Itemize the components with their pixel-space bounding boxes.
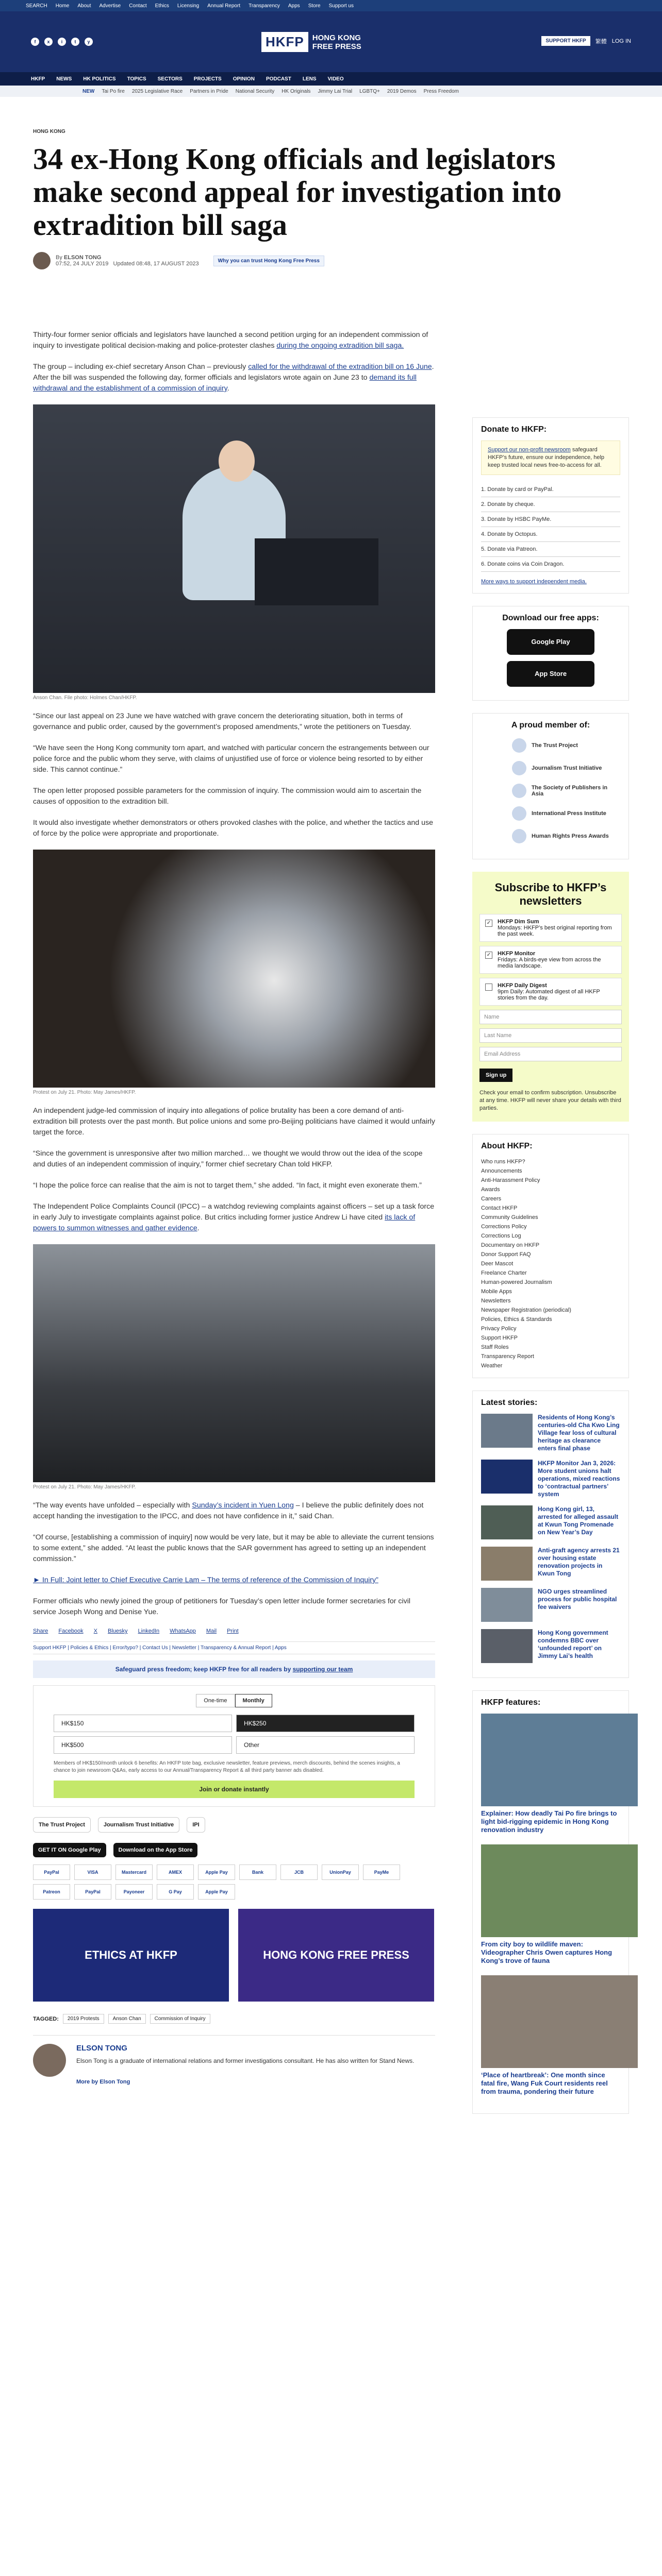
donate-method[interactable]: 1. Donate by card or PayPal. <box>481 482 620 497</box>
amount-option-other[interactable]: Other <box>236 1736 415 1754</box>
article-header <box>33 129 629 269</box>
about-title: About HKFP: <box>481 1142 533 1150</box>
share-link[interactable]: Share <box>33 1628 48 1634</box>
tag[interactable]: Anson Chan <box>108 2014 146 2024</box>
trending-item[interactable]: 2019 Demos <box>387 88 417 94</box>
hkfp-promo[interactable]: HONG KONG FREE PRESS <box>238 1909 434 2002</box>
topbar-annual-report[interactable]: Annual Report <box>207 3 241 9</box>
feature-image[interactable] <box>481 1844 638 1937</box>
site-header <box>0 11 662 72</box>
support-link[interactable]: supporting our team <box>292 1666 353 1673</box>
newsletter-name: HKFP Monitor <box>498 951 536 957</box>
about-link[interactable]: Who runs HKFP? <box>481 1159 525 1165</box>
paragraph: “Of course, [establishing a commission of inquiry] now would be very late, but it may be able to alleviate the current tensions to some extent,” she added. “At least the public knows that the SAR government has agreed to setting up an independent commission.” <box>33 1533 434 1563</box>
story-thumbnail <box>481 1505 533 1539</box>
microphones <box>255 538 378 605</box>
paragraph <box>33 1575 435 1586</box>
protest-photo-1 <box>33 850 435 1088</box>
share-mail[interactable]: Mail <box>206 1628 217 1634</box>
topbar-licensing[interactable]: Licensing <box>177 3 200 9</box>
share-bar <box>33 1628 435 1634</box>
photo-caption: Anson Chan. File photo: Holmes Chan/HKFP. <box>33 695 137 701</box>
about-link[interactable]: Documentary on HKFP <box>481 1242 540 1248</box>
about-link[interactable]: Announcements <box>481 1168 522 1174</box>
trending-bar <box>0 86 662 97</box>
story-thumbnail <box>481 1414 533 1448</box>
topbar-ethics[interactable]: Ethics <box>155 3 169 9</box>
trending-item[interactable]: 2025 Legislative Race <box>131 88 183 94</box>
footer-policy-links[interactable]: Support HKFP | Policies & Ethics | Error/typo? | Contact Us | Newsletter | Transparency & Annual Report | Apps <box>33 1641 435 1654</box>
topbar-about[interactable]: About <box>77 3 91 9</box>
newsletter-desc: Mondays: HKFP’s best original reporting from the past week. <box>498 925 612 937</box>
inline-link[interactable]: Sunday’s incident in Yuen Long <box>192 1501 294 1510</box>
tab-monthly[interactable]: Monthly <box>235 1694 272 1707</box>
about-link[interactable]: Awards <box>481 1187 500 1193</box>
more-by-author-link[interactable] <box>76 2077 435 2088</box>
tag[interactable]: Commission of Inquiry <box>150 2014 210 2024</box>
ethics-promo[interactable]: ETHICS AT HKFP <box>33 1909 229 2002</box>
trust-link[interactable]: Why you can trust Hong Kong Free Press <box>213 256 324 266</box>
story-title[interactable]: NGO urges streamlined process for public hospital fee waivers <box>538 1588 617 1611</box>
youtube-icon[interactable]: y <box>85 38 93 46</box>
topbar-advertise[interactable]: Advertise <box>99 3 121 9</box>
newsletter-note: Check your email to confirm subscription. Unsubscribe at any time. HKFP will never share your details with third parties. <box>479 1090 621 1111</box>
trending-item[interactable]: LGBTQ+ <box>359 88 380 94</box>
story-title[interactable]: Anti-graft agency arrests 21 over housing estate renovation projects in Kwun Tong <box>538 1547 620 1577</box>
newsletter-title: Subscribe to HKFP’s newsletters <box>494 881 607 907</box>
paragraph-text: . <box>197 1224 200 1232</box>
topbar-support[interactable]: Support us <box>328 3 354 9</box>
author-name[interactable]: ELSON TONG <box>76 2044 127 2053</box>
trending-item[interactable]: Press Freedom <box>423 88 459 94</box>
story-title[interactable]: Hong Kong girl, 13, arrested for alleged assault at Kwun Tong Promenade on New Year’s Day <box>538 1505 619 1536</box>
amex-icon: AMEX <box>157 1865 194 1880</box>
feature-image[interactable] <box>481 1975 638 2068</box>
x-icon[interactable]: x <box>44 38 53 46</box>
paragraph: “Since the government is unresponsive after two million marched… we thought we would throw out the idea of the scope and duties of an independent commission of inquiry,” former chief secretary Chan told HKFP. <box>33 1149 423 1168</box>
inline-link[interactable]: its lack of powers to summon witnesses and gather evidence <box>33 1213 416 1232</box>
signup-button[interactable]: Sign up <box>479 1069 512 1082</box>
paragraph <box>33 1201 435 1234</box>
member-org[interactable] <box>512 829 620 843</box>
about-link[interactable]: Human-powered Journalism <box>481 1279 552 1285</box>
amount-option[interactable]: HK$500 <box>54 1736 232 1754</box>
site-logo[interactable] <box>261 32 361 52</box>
about-link[interactable]: Support HKFP <box>481 1335 518 1341</box>
about-link[interactable]: Contact HKFP <box>481 1205 518 1211</box>
donate-method[interactable]: 5. Donate via Patreon. <box>481 542 620 557</box>
instagram-icon[interactable]: i <box>58 38 66 46</box>
donate-frequency-tabs <box>42 1694 426 1707</box>
login-link[interactable]: LOG IN <box>611 38 631 44</box>
updated-date: Updated 08:48, 17 AUGUST 2023 <box>113 261 199 267</box>
topbar-search[interactable]: SEARCH <box>26 3 47 9</box>
paragraph-text: – I believe the public definitely does not accept handing the investigation to the IPCC, and does not have confidence in it,” said Chan. <box>33 1501 424 1520</box>
paragraph-text: The Independent Police Complaints Council (IPCC) – a watchdog reviewing complaints against officers – set up a task force in early July to investigate complaints against police. But critics including former justice Andrew Li have cited <box>33 1202 435 1222</box>
feature-image[interactable] <box>481 1714 638 1806</box>
inline-link[interactable]: called for the withdrawal of the extradition bill on 16 June <box>248 363 432 371</box>
ipi-badge: IPI <box>187 1817 205 1833</box>
google-play-button[interactable]: GET IT ON Google Play <box>33 1843 106 1857</box>
hrpa-icon <box>512 829 526 843</box>
latest-title: Latest stories: <box>481 1398 538 1407</box>
logo-line-2: FREE PRESS <box>312 42 361 51</box>
paragraph-text: . <box>227 384 229 393</box>
payoneer-icon: Payoneer <box>115 1884 153 1900</box>
apps-title: Download our free apps: <box>502 614 599 622</box>
first-name-field[interactable]: Name <box>479 1010 622 1024</box>
trust-project-icon <box>512 738 526 753</box>
nav-hk-politics[interactable]: HK POLITICS <box>83 76 116 82</box>
nav-video[interactable]: VIDEO <box>327 76 344 82</box>
donate-amounts <box>54 1715 415 1754</box>
main-nav <box>0 72 662 86</box>
story-thumbnail <box>481 1460 533 1494</box>
nav-topics[interactable]: TOPICS <box>127 76 146 82</box>
checkbox-checked-icon[interactable]: ✓ <box>485 952 492 959</box>
story-item[interactable] <box>481 1505 620 1539</box>
author-avatar <box>33 2044 66 2077</box>
paragraph: The open letter proposed possible parameters for the commission of inquiry. The commission would aim to ascertain the causes of opposition to the extradition bill. <box>33 787 422 806</box>
about-link[interactable]: Corrections Policy <box>481 1224 527 1230</box>
paragraph-text: . After the bill was suspended the following day, former officials and legislators wrote again on June 23 to <box>33 363 434 382</box>
paragraph: “I hope the police force can realise that the aim is not to target them,” she added. “In fact, it might even exonerate them.” <box>33 1181 422 1190</box>
trending-item[interactable]: Partners in Pride <box>190 88 228 94</box>
about-link[interactable]: Privacy Policy <box>481 1326 517 1332</box>
payme-icon: PayMe <box>363 1865 400 1880</box>
app-store-button[interactable]: Download on the App Store <box>113 1843 198 1857</box>
paragraph: “We have seen the Hong Kong community torn apart, and watched with particular concern the estrangements between our police force and the public whom they serve, with claims of unjustified use of force or violence being resorted to by either side. This cannot continue.” <box>33 744 429 774</box>
story-title[interactable]: Residents of Hong Kong’s centuries-old Cha Kwo Ling Village fear loss of cultural heritage as clearance enters final phase <box>538 1414 620 1452</box>
donate-widget <box>33 1685 435 1807</box>
apple-pay-icon: Apple Pay <box>198 1884 235 1900</box>
sidebar <box>472 417 629 2126</box>
language-switch[interactable]: 繁體 <box>595 38 607 45</box>
checkbox-icon[interactable] <box>485 984 492 991</box>
article-title: 34 ex-Hong Kong officials and legislators make second appeal for investigation into extradition bill saga <box>33 142 562 242</box>
top-utility-bar <box>0 0 662 11</box>
apps-box <box>472 606 629 701</box>
story-title[interactable]: Hong Kong government condemns BBC over ‘unfounded report’ on Jimmy Lai’s health <box>538 1629 608 1659</box>
story-item[interactable] <box>481 1588 620 1622</box>
support-hkfp-button[interactable]: SUPPORT HKFP <box>541 36 590 46</box>
logo-mark: HKFP <box>261 32 308 52</box>
newsletter-name: HKFP Daily Digest <box>498 982 547 989</box>
amount-option-selected[interactable]: HK$250 <box>236 1715 415 1732</box>
trending-item[interactable]: HK Originals <box>282 88 311 94</box>
trust-project-badge: The Trust Project <box>33 1817 91 1833</box>
jti-badge: Journalism Trust Initiative <box>98 1817 179 1833</box>
donate-title: Donate to HKFP: <box>481 425 547 434</box>
feature-title[interactable]: Explainer: How deadly Tai Po fire brings to light bid-rigging epidemic in Hong Kong renovation industry <box>481 1809 617 1834</box>
feature-title[interactable]: ‘Place of heartbreak’: One month since fatal fire, Wang Fuk Court residents reel from trauma, pondering their future <box>481 2071 608 2095</box>
about-link[interactable]: Community Guidelines <box>481 1214 538 1221</box>
topbar-apps[interactable]: Apps <box>288 3 300 9</box>
paragraph: “Since our last appeal on 23 June we have watched with grave concern the deteriorating situation, both in terms of governance and public order, caused by the government’s proposed amendments,” wrote the petitioners on Tuesday. <box>33 712 411 731</box>
share-x[interactable]: X <box>93 1628 98 1634</box>
newsletter-option[interactable] <box>479 946 622 974</box>
donate-link[interactable]: Support our non-profit newsroom <box>488 447 571 453</box>
member-name: Human Rights Press Awards <box>532 833 609 839</box>
tab-one-time[interactable]: One-time <box>196 1694 235 1707</box>
features-title: HKFP features: <box>481 1698 541 1707</box>
topbar-store[interactable]: Store <box>308 3 321 9</box>
section-label[interactable]: HONG KONG <box>33 129 65 134</box>
story-item[interactable] <box>481 1460 620 1498</box>
inline-link[interactable]: during the ongoing extradition bill saga. <box>276 342 404 350</box>
promo-banners <box>33 1909 435 2002</box>
banner-text: Safeguard press freedom; keep HKFP free for all readers by <box>115 1666 293 1673</box>
threads-icon[interactable]: t <box>71 38 79 46</box>
paragraph: An independent judge-led commission of inquiry into allegations of police brutality has been a core demand of anti-extradition bill protests over the past month. But police unions and some pro-Beijing politicians have claimed it would unfairly target the force. <box>33 1107 435 1137</box>
byline-text <box>56 255 199 267</box>
photo-caption: Protest on July 21. Photo: May James/HKFP. <box>33 1090 136 1095</box>
facebook-icon[interactable]: f <box>31 38 39 46</box>
app-store-badges <box>33 1843 435 1857</box>
tag[interactable]: 2019 Protests <box>63 2014 104 2024</box>
about-link[interactable]: Corrections Log <box>481 1233 521 1239</box>
newsletter-desc: 9pm Daily: Automated digest of all HKFP stories from the day. <box>498 989 600 1001</box>
about-link[interactable]: Weather <box>481 1363 503 1369</box>
payment-methods <box>33 1865 435 1900</box>
member-org[interactable] <box>512 806 620 821</box>
about-link[interactable]: Policies, Ethics & Standards <box>481 1316 552 1323</box>
trending-label: NEW <box>82 88 95 94</box>
more-by-author-text[interactable]: More by Elson Tong <box>76 2079 130 2085</box>
nav-sectors[interactable]: SECTORS <box>157 76 183 82</box>
checkbox-checked-icon[interactable]: ✓ <box>485 920 492 927</box>
about-link[interactable]: Careers <box>481 1196 502 1202</box>
about-link[interactable]: Deer Mascot <box>481 1261 514 1267</box>
share-linkedin[interactable]: LinkedIn <box>138 1628 160 1634</box>
member-name: International Press Institute <box>532 810 606 817</box>
inline-link[interactable]: ► In Full: Joint letter to Chief Executive Carrie Lam – The terms of reference of the Commission of Inquiry” <box>33 1576 378 1584</box>
donate-method[interactable]: 2. Donate by cheque. <box>481 497 620 512</box>
feature-title[interactable]: From city boy to wildlife maven: Videographer Chris Owen captures Hong Kong’s trove of fauna <box>481 1940 613 1964</box>
about-link[interactable]: Donor Support FAQ <box>481 1251 531 1258</box>
trending-item[interactable]: Jimmy Lai Trial <box>318 88 353 94</box>
join-donate-button[interactable]: Join or donate instantly <box>54 1781 415 1798</box>
member-org[interactable] <box>512 738 620 753</box>
newsletter-box <box>472 872 629 1122</box>
share-print[interactable]: Print <box>227 1628 239 1634</box>
paragraph <box>33 1500 435 1522</box>
topbar-contact[interactable]: Contact <box>129 3 147 9</box>
features-box <box>472 1690 629 2114</box>
publish-date: 07:52, 24 JULY 2019 <box>56 261 109 267</box>
jcb-icon: JCB <box>280 1865 318 1880</box>
more-ways-link[interactable]: More ways to support independent media. <box>481 579 587 585</box>
about-link[interactable]: Staff Roles <box>481 1344 509 1350</box>
app-store-button[interactable]: App Store <box>507 661 594 687</box>
donate-method[interactable]: 6. Donate coins via Coin Dragon. <box>481 557 620 572</box>
nav-podcast[interactable]: PODCAST <box>266 76 291 82</box>
byline <box>33 252 629 269</box>
paragraph: It would also investigate whether demonstrators or others provoked clashes with the police, and whether the tactics and use of force by the police were appropriate and proportionate. <box>33 819 434 838</box>
author-avatar <box>33 252 51 269</box>
header-actions <box>541 36 631 46</box>
donate-method[interactable]: 3. Donate by HSBC PayMe. <box>481 512 620 527</box>
story-item[interactable] <box>481 1414 620 1452</box>
about-box <box>472 1134 629 1378</box>
author-name[interactable]: ELSON TONG <box>63 255 102 261</box>
paragraph-text: The group – including ex-chief secretary Anson Chan – previously <box>33 363 249 371</box>
paypal-icon: PayPal <box>74 1884 111 1900</box>
about-link[interactable]: Mobile Apps <box>481 1289 512 1295</box>
mastercard-icon: Mastercard <box>115 1865 153 1880</box>
protest-photo-2 <box>33 1244 435 1482</box>
paragraph-text: Thirty-four former senior officials and legislators have launched a second petition urging for an independent commission of inquiry to investigate political decision-making and police-protester clashes <box>33 331 428 350</box>
about-link[interactable]: Anti-Harassment Policy <box>481 1177 540 1183</box>
ipi-icon <box>512 806 526 821</box>
donate-intro <box>481 440 620 475</box>
trending-item[interactable]: Tai Po fire <box>102 88 125 94</box>
nav-news[interactable]: NEWS <box>56 76 72 82</box>
unionpay-icon: UnionPay <box>322 1865 359 1880</box>
google-pay-icon: G Pay <box>157 1884 194 1900</box>
story-thumbnail <box>481 1588 533 1622</box>
topbar-home[interactable]: Home <box>55 3 70 9</box>
paypal-icon: PayPal <box>33 1865 70 1880</box>
topbar-transparency[interactable]: Transparency <box>249 3 280 9</box>
member-name: The Society of Publishers in Asia <box>531 785 608 797</box>
support-banner <box>33 1660 435 1678</box>
share-bluesky[interactable]: Bluesky <box>108 1628 128 1634</box>
apple-pay-icon: Apple Pay <box>198 1865 235 1880</box>
amount-option[interactable]: HK$150 <box>54 1715 232 1732</box>
sopa-icon <box>512 784 526 798</box>
last-name-field[interactable]: Last Name <box>479 1028 622 1043</box>
article-body <box>33 330 435 2098</box>
nav-hkfp[interactable]: HKFP <box>31 76 45 82</box>
trust-badges <box>33 1817 435 1833</box>
nav-lens[interactable]: LENS <box>302 76 317 82</box>
newsletter-option[interactable] <box>479 978 622 1006</box>
author-bio <box>33 2035 435 2088</box>
share-whatsapp[interactable]: WhatsApp <box>170 1628 196 1634</box>
member-title: A proud member of: <box>511 721 590 730</box>
about-link[interactable]: Transparency Report <box>481 1353 534 1360</box>
member-name: The Trust Project <box>532 742 578 749</box>
tagged-label: TAGGED: <box>33 2015 59 2022</box>
paragraph-text: “The way events have unfolded – especially with <box>33 1501 192 1510</box>
bank-icon: Bank <box>239 1865 276 1880</box>
story-item[interactable] <box>481 1629 620 1663</box>
photo-caption: Protest on July 21. Photo: May James/HKFP. <box>33 1484 136 1490</box>
trending-item[interactable]: National Security <box>235 88 275 94</box>
story-thumbnail <box>481 1629 533 1663</box>
anson-chan-photo <box>33 404 435 693</box>
latest-stories <box>472 1391 629 1678</box>
social-links <box>31 38 93 46</box>
donate-methods <box>481 482 620 572</box>
donate-text: safeguard HKFP’s future, ensure our independence, help keep trusted local news free-to-access for all. <box>488 447 605 468</box>
author-description: Elson Tong is a graduate of international relations and former investigations consultant. He has also written for Stand News. <box>76 2057 415 2064</box>
donate-box <box>472 417 629 594</box>
email-field[interactable]: Email Address <box>479 1047 622 1061</box>
author-bio-text <box>76 2044 435 2088</box>
by-label: By <box>56 255 62 261</box>
visa-icon: VISA <box>74 1865 111 1880</box>
about-link[interactable]: Newsletters <box>481 1298 511 1304</box>
inline-link[interactable]: demand its full withdrawal and the establishment of a commission of inquiry <box>33 374 417 393</box>
nav-projects[interactable]: PROJECTS <box>193 76 222 82</box>
logo-text <box>312 33 361 51</box>
nav-opinion[interactable]: OPINION <box>233 76 255 82</box>
about-link[interactable]: Newspaper Registration (periodical) <box>481 1307 571 1313</box>
paragraph <box>33 362 435 394</box>
story-thumbnail <box>481 1547 533 1581</box>
newsletter-option[interactable] <box>479 914 622 942</box>
about-link[interactable]: Freelance Charter <box>481 1270 527 1276</box>
paragraph: Former officials who newly joined the group of petitioners for Tuesday’s open letter include former secretaries for civil service Joseph Wong and Denise Yue. <box>33 1597 411 1616</box>
story-item[interactable] <box>481 1547 620 1581</box>
article-tags <box>33 2014 435 2024</box>
member-name: Journalism Trust Initiative <box>532 765 602 771</box>
newsletter-desc: Fridays: A birds-eye view from across the media landscape. <box>498 957 601 969</box>
share-facebook[interactable]: Facebook <box>58 1628 84 1634</box>
paragraph <box>33 330 435 351</box>
donate-method[interactable]: 4. Donate by Octopus. <box>481 527 620 542</box>
newsletter-name: HKFP Dim Sum <box>498 919 539 925</box>
subject-head <box>219 440 255 482</box>
google-play-button[interactable]: Google Play <box>507 629 594 655</box>
patreon-icon: Patreon <box>33 1884 70 1900</box>
jti-icon <box>512 761 526 775</box>
logo-line-1: HONG KONG <box>312 33 361 42</box>
story-title[interactable]: HKFP Monitor Jan 3, 2026: More student unions halt operations, mixed reactions to ‘contractual partners’ system <box>538 1460 620 1498</box>
member-org[interactable] <box>512 784 620 798</box>
membership-note: Members of HK$150/month unlock 6 benefits: An HKFP tote bag, exclusive newsletter, feature previews, merch discounts, behind the scenes insights, a chance to join newsroom Q&As, early access to our Annual/Transparency Report & all third party banner ads disabled. <box>54 1760 400 1773</box>
member-org[interactable] <box>512 761 620 775</box>
member-box <box>472 713 629 859</box>
